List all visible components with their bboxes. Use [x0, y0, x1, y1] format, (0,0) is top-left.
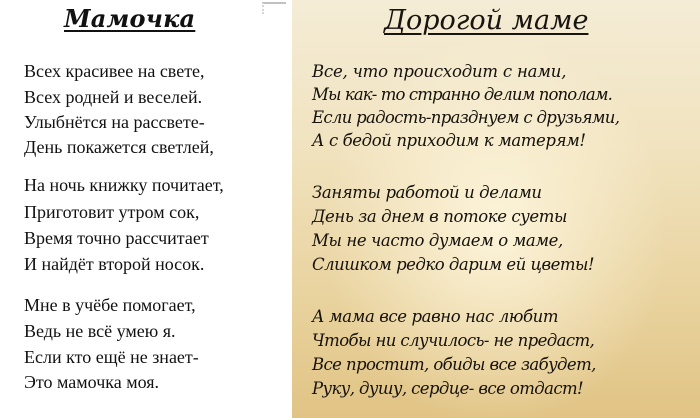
left-poem-panel: [0, 0, 292, 418]
left-poem-line: Ведь не всё умею я.: [24, 321, 176, 341]
right-poem-line: Все, что происходит с нами,: [312, 62, 567, 81]
right-poem-line: Мы как- то странно делим пополам.: [312, 85, 612, 104]
left-poem-line: На ночь книжку почитает,: [24, 175, 224, 195]
right-poem-line: Мы не часто думаем о маме,: [312, 231, 563, 250]
right-poem-line: Слишком редко дарим ей цветы!: [312, 255, 595, 274]
right-poem-line: Все простит, обиды все забудет,: [312, 355, 596, 374]
left-poem-line: Всех родней и веселей.: [24, 87, 203, 107]
left-poem-line: Мне в учёбе помогает,: [24, 295, 196, 315]
left-poem-line: Всех красивее на свете,: [24, 61, 205, 81]
right-poem-line: Руку, душу, сердце- все отдаст!: [312, 379, 584, 398]
left-poem-line: И найдёт второй носок.: [24, 254, 205, 274]
right-poem-title: Дорогой маме: [384, 5, 589, 36]
left-poem-title: Мамочка: [64, 4, 196, 33]
left-poem-line: Время точно рассчитает: [24, 228, 209, 248]
right-poem-panel: [292, 0, 700, 418]
right-poem-line: А с бедой приходим к матерям!: [312, 131, 586, 150]
right-poem-line: День за днем в потоке суеты: [312, 207, 568, 226]
left-poem-line: Это мамочка моя.: [24, 372, 160, 392]
right-poem-line: Заняты работой и делами: [312, 183, 542, 202]
left-poem-line: Улыбнётся на рассвете-: [24, 112, 205, 132]
left-poem-line: Приготовит утром сок,: [24, 202, 200, 222]
left-poem-line: Если кто ещё не знает-: [24, 347, 199, 367]
right-poem-line: Если радость-празднуем с друзьями,: [312, 108, 620, 127]
right-poem-line: А мама все равно нас любит: [312, 307, 559, 326]
left-poem-line: День покажется светлей,: [24, 137, 214, 157]
right-poem-line: Чтобы ни случилось- не предаст,: [312, 331, 595, 350]
scan-artifact: [262, 2, 286, 14]
